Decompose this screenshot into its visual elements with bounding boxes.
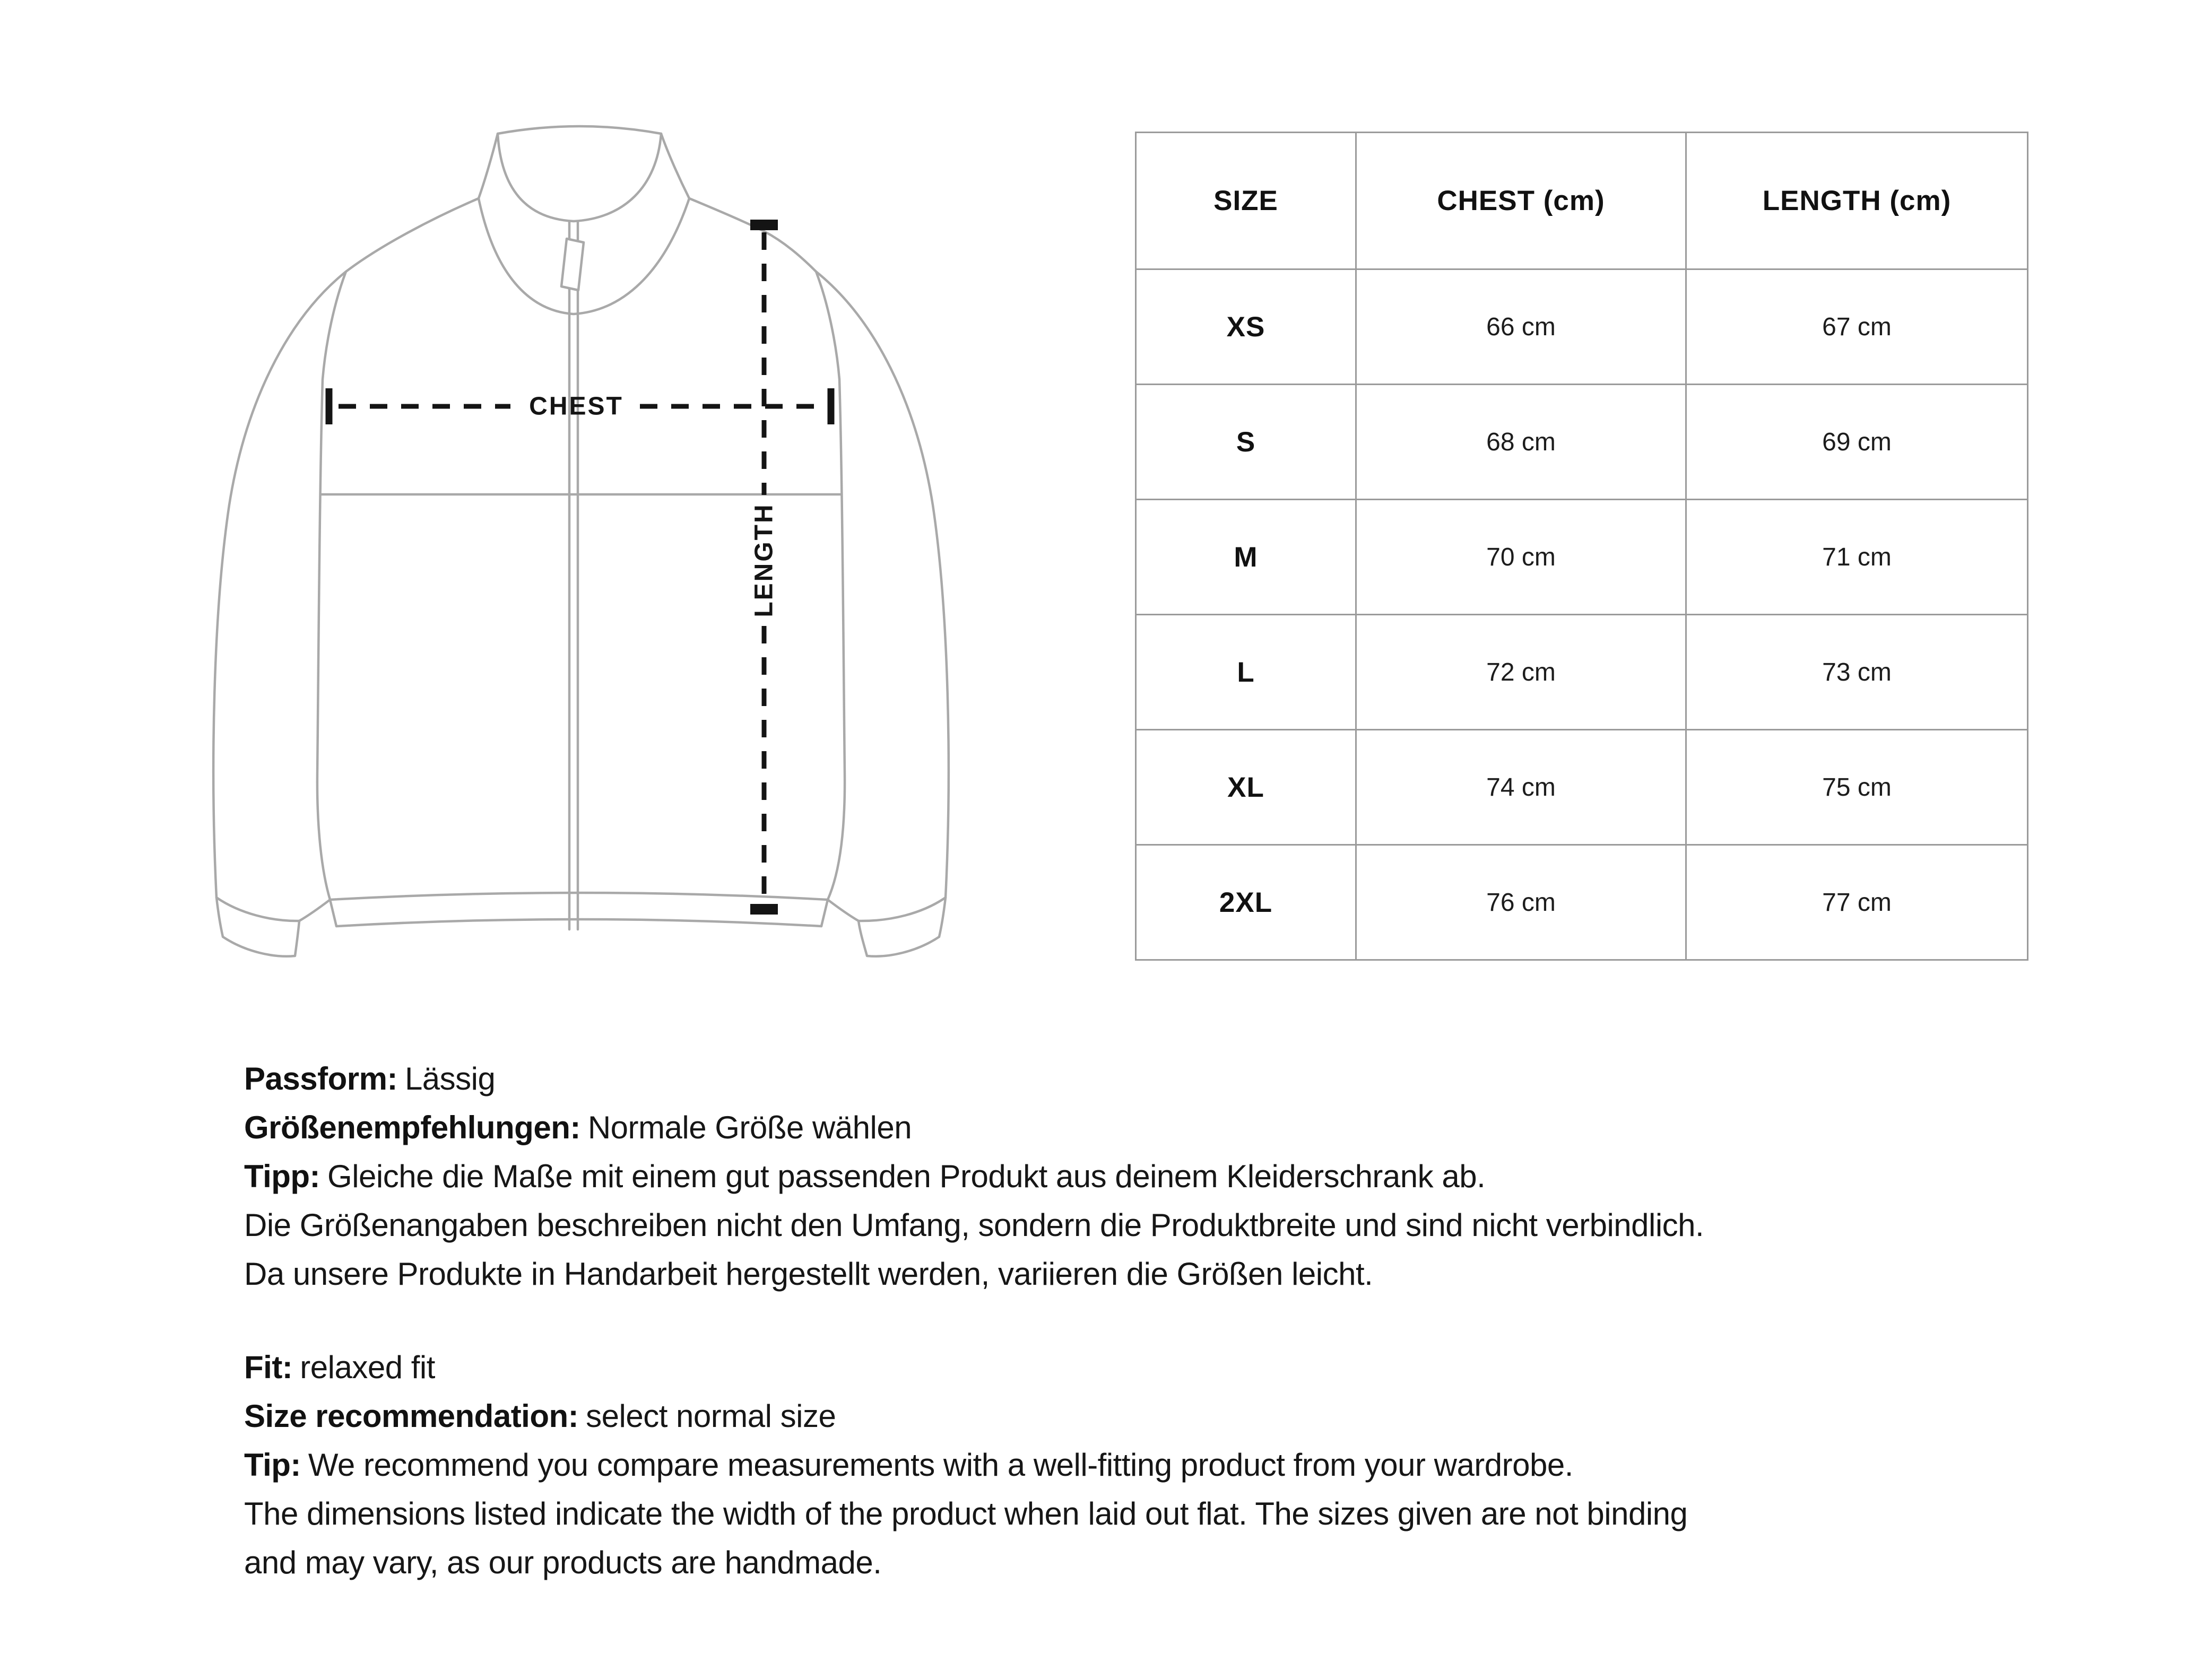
table-row-s	[1136, 385, 2028, 500]
passform-label: Passform:	[244, 1061, 397, 1096]
tipp-label: Tipp:	[244, 1159, 320, 1194]
sleeve-right-outer-line	[816, 272, 949, 898]
cuff-left-band	[216, 898, 299, 956]
en-note-line-4: The dimensions listed indicate the width of the product when laid out flat. The sizes given are not binding	[244, 1496, 1688, 1531]
fit-line	[244, 1343, 2006, 1392]
neckline-curve	[498, 134, 661, 221]
size-diagram	[159, 117, 1008, 976]
length-cell: 75 cm	[1686, 730, 2028, 845]
fit-value: relaxed fit	[300, 1350, 435, 1385]
size-cell: L	[1136, 615, 1356, 730]
de-note-line-4: Die Größenangaben beschreiben nicht den Umfang, sondern die Produktbreite und sind nicht verbindlich.	[244, 1207, 1704, 1243]
length-cell: 73 cm	[1686, 615, 2028, 730]
length-dimension-label: LENGTH	[750, 503, 778, 617]
table-header-row	[1136, 133, 2028, 269]
table-row-2xl	[1136, 845, 2028, 960]
groessenempfehlung-value: Normale Größe wählen	[587, 1110, 912, 1145]
chest-cell: 74 cm	[1356, 730, 1686, 845]
length-measurement	[750, 225, 778, 909]
chest-measurement	[329, 388, 831, 424]
hem-right-edge	[821, 900, 828, 926]
jacket-drawing	[159, 117, 1008, 976]
groessenempfehlung-line	[244, 1103, 2006, 1152]
german-notes	[244, 1055, 2006, 1299]
hem-left-edge	[330, 900, 336, 926]
chest-cell: 72 cm	[1356, 615, 1686, 730]
jacket-outline	[213, 126, 949, 956]
size-table	[1135, 132, 2028, 961]
chest-cell: 70 cm	[1356, 500, 1686, 615]
tipp-line	[244, 1152, 2006, 1201]
size-cell: XS	[1136, 269, 1356, 385]
chest-cell: 66 cm	[1356, 269, 1686, 385]
tip-label: Tip:	[244, 1447, 301, 1483]
length-cell: 77 cm	[1686, 845, 2028, 960]
collar-base-seam	[479, 198, 689, 314]
table-row-l	[1136, 615, 2028, 730]
chest-dimension-label: CHEST	[529, 392, 623, 421]
groessenempfehlung-label: Größenempfehlungen:	[244, 1110, 580, 1145]
en-note-line-5: and may vary, as our products are handmade.	[244, 1545, 882, 1580]
length-cell: 67 cm	[1686, 269, 2028, 385]
table-row-xs	[1136, 269, 2028, 385]
chest-cell: 68 cm	[1356, 385, 1686, 500]
fit-label: Fit:	[244, 1350, 293, 1385]
shoulder-left-line	[346, 198, 479, 272]
english-notes	[244, 1343, 2006, 1587]
collar-left-edge	[479, 134, 498, 198]
body-left-line	[317, 272, 346, 900]
tipp-value: Gleiche die Maße mit einem gut passenden Produkt aus deinem Kleiderschrank ab.	[327, 1159, 1486, 1194]
passform-line	[244, 1055, 2006, 1103]
length-cell: 69 cm	[1686, 385, 2028, 500]
sleeve-right-front-edge	[828, 900, 859, 921]
size-cell: XL	[1136, 730, 1356, 845]
header-chest: CHEST (cm)	[1356, 133, 1686, 269]
size-recommendation-line	[244, 1392, 2006, 1441]
sleeve-left-outer-line	[213, 272, 346, 898]
size-cell: M	[1136, 500, 1356, 615]
header-size: SIZE	[1136, 133, 1356, 269]
size-cell: 2XL	[1136, 845, 1356, 960]
sleeve-left-front-edge	[299, 900, 330, 921]
size-recommendation-value: select normal size	[586, 1398, 836, 1434]
table-row-m	[1136, 500, 2028, 615]
passform-value: Lässig	[404, 1061, 496, 1096]
body-right-line	[816, 272, 845, 900]
tip-line	[244, 1441, 2006, 1490]
chest-cell: 76 cm	[1356, 845, 1686, 960]
size-recommendation-label: Size recommendation:	[244, 1398, 579, 1434]
collar-top-line	[498, 126, 661, 134]
header-length: LENGTH (cm)	[1686, 133, 2028, 269]
size-cell: S	[1136, 385, 1356, 500]
size-table-container	[1135, 132, 2027, 959]
length-cell: 71 cm	[1686, 500, 2028, 615]
tip-value: We recommend you compare measurements with a well-fitting product from your wardrobe.	[308, 1447, 1573, 1483]
cuff-right-band	[859, 898, 946, 956]
zipper-pull	[561, 239, 584, 290]
table-row-xl	[1136, 730, 2028, 845]
de-note-line-5: Da unsere Produkte in Handarbeit hergestellt werden, variieren die Größen leicht.	[244, 1256, 1373, 1292]
collar-right-edge	[661, 134, 689, 198]
shoulder-right-line	[689, 198, 816, 272]
